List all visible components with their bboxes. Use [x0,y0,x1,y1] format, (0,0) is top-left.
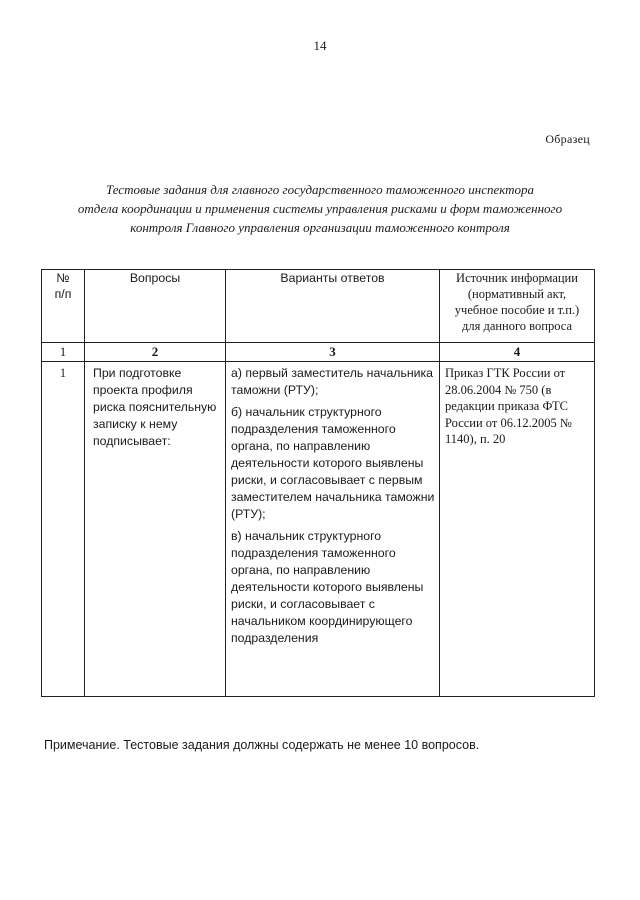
answer-option: в) начальник структурного подразделения таможенного органа, по направлению деятельности которого выявлены риски, и согласовывает с начальником координирующего подразделения [231,529,424,645]
column-number: 1 [42,343,85,362]
answer-option: а) первый заместитель начальника таможни (РТУ); [231,366,434,397]
table-header-row [42,270,595,343]
answers-cell [226,362,440,697]
column-number-row [42,343,595,362]
title-line: Тестовые задания для главного государственного таможенного инспектора [105,182,535,197]
sample-mark: Образец [545,132,590,146]
question-cell: При подготовке проекта профиля риска пояснительную записку к нему подписывает: [85,362,226,697]
header-num: № п/п [42,270,85,343]
test-tasks-table [41,269,595,697]
column-number: 4 [440,343,595,362]
column-number: 2 [85,343,226,362]
title-line: контроля Главного управления организации таможенного контроля [130,220,510,235]
table-row [42,362,595,697]
row-number: 1 [42,362,85,697]
source-cell: Приказ ГТК России от 28.06.2004 № 750 (в редакции приказа ФТС России от 06.12.2005 № 1140), п. 20 [440,362,595,697]
header-source: Источник информации (нормативный акт, учебное пособие и т.п.) для данного вопроса [440,270,595,343]
title-line: отдела координации и применения системы управления рисками и форм таможенного [77,201,563,216]
footnote: Примечание. Тестовые задания должны содержать не менее 10 вопросов. [44,738,480,752]
answer-option: б) начальник структурного подразделения таможенного органа, по направлению деятельности которого выявлены риски, и согласовывает с первым заместителем начальника таможни (РТУ); [231,405,435,521]
header-answers: Варианты ответов [226,270,440,343]
table-body [42,362,595,697]
page-number: 14 [313,38,327,53]
document-title [40,180,600,237]
header-questions: Вопросы [85,270,226,343]
column-number: 3 [226,343,440,362]
